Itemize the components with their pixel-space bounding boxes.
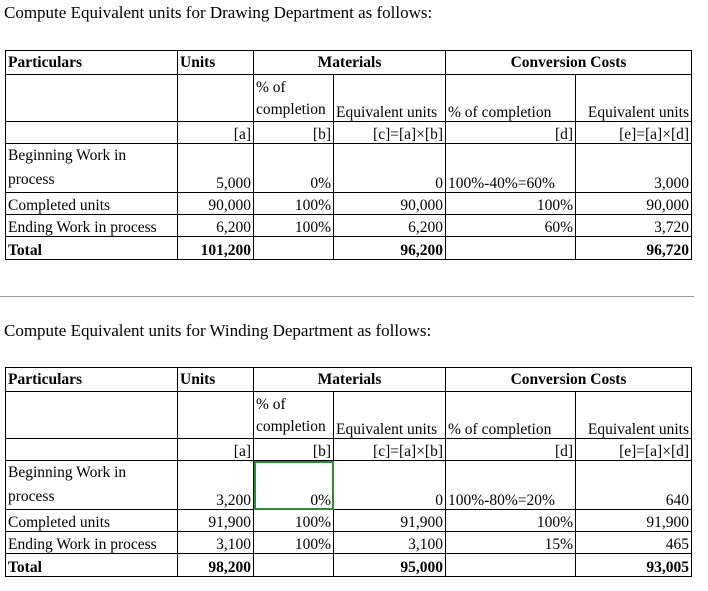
table-row-ending xyxy=(6,215,692,237)
row-label xyxy=(6,144,178,193)
header-materials: Materials xyxy=(254,51,446,75)
formula-d: [d] xyxy=(446,439,576,461)
header-pct-line1: % of xyxy=(256,396,286,413)
blank-cell xyxy=(178,392,254,439)
formula-c: [c]=[a]×[b] xyxy=(334,439,446,461)
blank-cell xyxy=(6,392,178,439)
row-label: Total xyxy=(6,554,178,577)
table-row-beginning xyxy=(6,461,692,510)
table-row-ending xyxy=(6,532,692,554)
header-materials: Materials xyxy=(254,368,446,392)
header-pct-line2: completion xyxy=(256,101,326,118)
winding-dept-heading: Compute Equivalent units for Winding Department as follows: xyxy=(4,321,432,340)
table-formula-row xyxy=(6,439,692,461)
cc-eq-value: 3,000 xyxy=(576,144,692,193)
units-value: 3,200 xyxy=(178,461,254,510)
cc-pct-value: 100% xyxy=(446,510,576,532)
units-total: 101,200 xyxy=(178,237,254,260)
cc-eq-total: 96,720 xyxy=(576,237,692,260)
blank-cell xyxy=(254,554,334,577)
header-pct-line2: completion xyxy=(256,418,326,435)
formula-b: [b] xyxy=(254,439,334,461)
mat-eq-value: 0 xyxy=(334,144,446,193)
formula-e: [e]=[a]×[d] xyxy=(576,122,692,144)
row-label xyxy=(6,461,178,510)
cc-eq-value: 640 xyxy=(576,461,692,510)
header-equiv-units-cc: Equivalent units xyxy=(576,75,692,122)
mat-eq-value: 90,000 xyxy=(334,193,446,215)
cc-pct-value: 15% xyxy=(446,532,576,554)
header-conversion-costs: Conversion Costs xyxy=(446,51,692,75)
blank-cell xyxy=(6,75,178,122)
formula-e: [e]=[a]×[d] xyxy=(576,439,692,461)
cc-pct-value: 100%-80%=20% xyxy=(446,461,576,510)
mat-pct-value-selected-cell[interactable]: 0% xyxy=(254,461,334,510)
blank-cell xyxy=(6,439,178,461)
cc-eq-value: 3,720 xyxy=(576,215,692,237)
table-subheader-row xyxy=(6,392,692,439)
units-value: 5,000 xyxy=(178,144,254,193)
cc-pct-value: 100% xyxy=(446,193,576,215)
mat-eq-value: 0 xyxy=(334,461,446,510)
mat-pct-value: 100% xyxy=(254,510,334,532)
table-formula-row xyxy=(6,122,692,144)
section-divider xyxy=(0,296,694,297)
row-label: Completed units xyxy=(6,510,178,532)
row-label: Ending Work in process xyxy=(6,532,178,554)
blank-cell xyxy=(446,237,576,260)
cc-eq-total: 93,005 xyxy=(576,554,692,577)
header-pct-completion-cc: % of completion xyxy=(446,392,576,439)
header-conversion-costs: Conversion Costs xyxy=(446,368,692,392)
blank-cell xyxy=(178,75,254,122)
blank-cell xyxy=(6,122,178,144)
row-label-line1: Beginning Work in xyxy=(8,147,127,164)
mat-eq-value: 3,100 xyxy=(334,532,446,554)
table-row-beginning xyxy=(6,144,692,193)
table-row-total xyxy=(6,237,692,260)
winding-dept-table xyxy=(5,367,692,577)
header-pct-completion-cc: % of completion xyxy=(446,75,576,122)
row-label: Completed units xyxy=(6,193,178,215)
table-header-row xyxy=(6,368,692,392)
mat-pct-value: 100% xyxy=(254,193,334,215)
formula-a: [a] xyxy=(178,439,254,461)
formula-a: [a] xyxy=(178,122,254,144)
header-equiv-units-materials: Equivalent units xyxy=(334,392,446,439)
header-units: Units xyxy=(178,368,254,392)
formula-b: [b] xyxy=(254,122,334,144)
header-pct-completion-materials xyxy=(254,392,334,439)
table-subheader-row xyxy=(6,75,692,122)
units-total: 98,200 xyxy=(178,554,254,577)
units-value: 6,200 xyxy=(178,215,254,237)
units-value: 90,000 xyxy=(178,193,254,215)
header-equiv-units-cc: Equivalent units xyxy=(576,392,692,439)
table-row-completed xyxy=(6,510,692,532)
header-pct-completion-materials xyxy=(254,75,334,122)
formula-c: [c]=[a]×[b] xyxy=(334,122,446,144)
table-row-completed xyxy=(6,193,692,215)
mat-pct-value: 100% xyxy=(254,215,334,237)
cc-eq-value: 90,000 xyxy=(576,193,692,215)
row-label-line2: process xyxy=(8,171,55,188)
mat-pct-value: 100% xyxy=(254,532,334,554)
row-label-line1: Beginning Work in xyxy=(8,464,127,481)
header-particulars: Particulars xyxy=(6,368,178,392)
drawing-dept-table xyxy=(5,50,692,260)
table-row-total xyxy=(6,554,692,577)
table-header-row xyxy=(6,51,692,75)
drawing-dept-heading: Compute Equivalent units for Drawing Department as follows: xyxy=(4,3,433,22)
mat-eq-value: 91,900 xyxy=(334,510,446,532)
mat-eq-total: 96,200 xyxy=(334,237,446,260)
header-particulars: Particulars xyxy=(6,51,178,75)
row-label: Ending Work in process xyxy=(6,215,178,237)
blank-cell xyxy=(446,554,576,577)
row-label: Total xyxy=(6,237,178,260)
units-value: 91,900 xyxy=(178,510,254,532)
cc-pct-value: 60% xyxy=(446,215,576,237)
blank-cell xyxy=(254,237,334,260)
units-value: 3,100 xyxy=(178,532,254,554)
mat-eq-total: 95,000 xyxy=(334,554,446,577)
header-pct-line1: % of xyxy=(256,79,286,96)
mat-eq-value: 6,200 xyxy=(334,215,446,237)
cc-pct-value: 100%-40%=60% xyxy=(446,144,576,193)
row-label-line2: process xyxy=(8,488,55,505)
mat-pct-value: 0% xyxy=(254,144,334,193)
cc-eq-value: 91,900 xyxy=(576,510,692,532)
formula-d: [d] xyxy=(446,122,576,144)
cc-eq-value: 465 xyxy=(576,532,692,554)
header-units: Units xyxy=(178,51,254,75)
header-equiv-units-materials: Equivalent units xyxy=(334,75,446,122)
